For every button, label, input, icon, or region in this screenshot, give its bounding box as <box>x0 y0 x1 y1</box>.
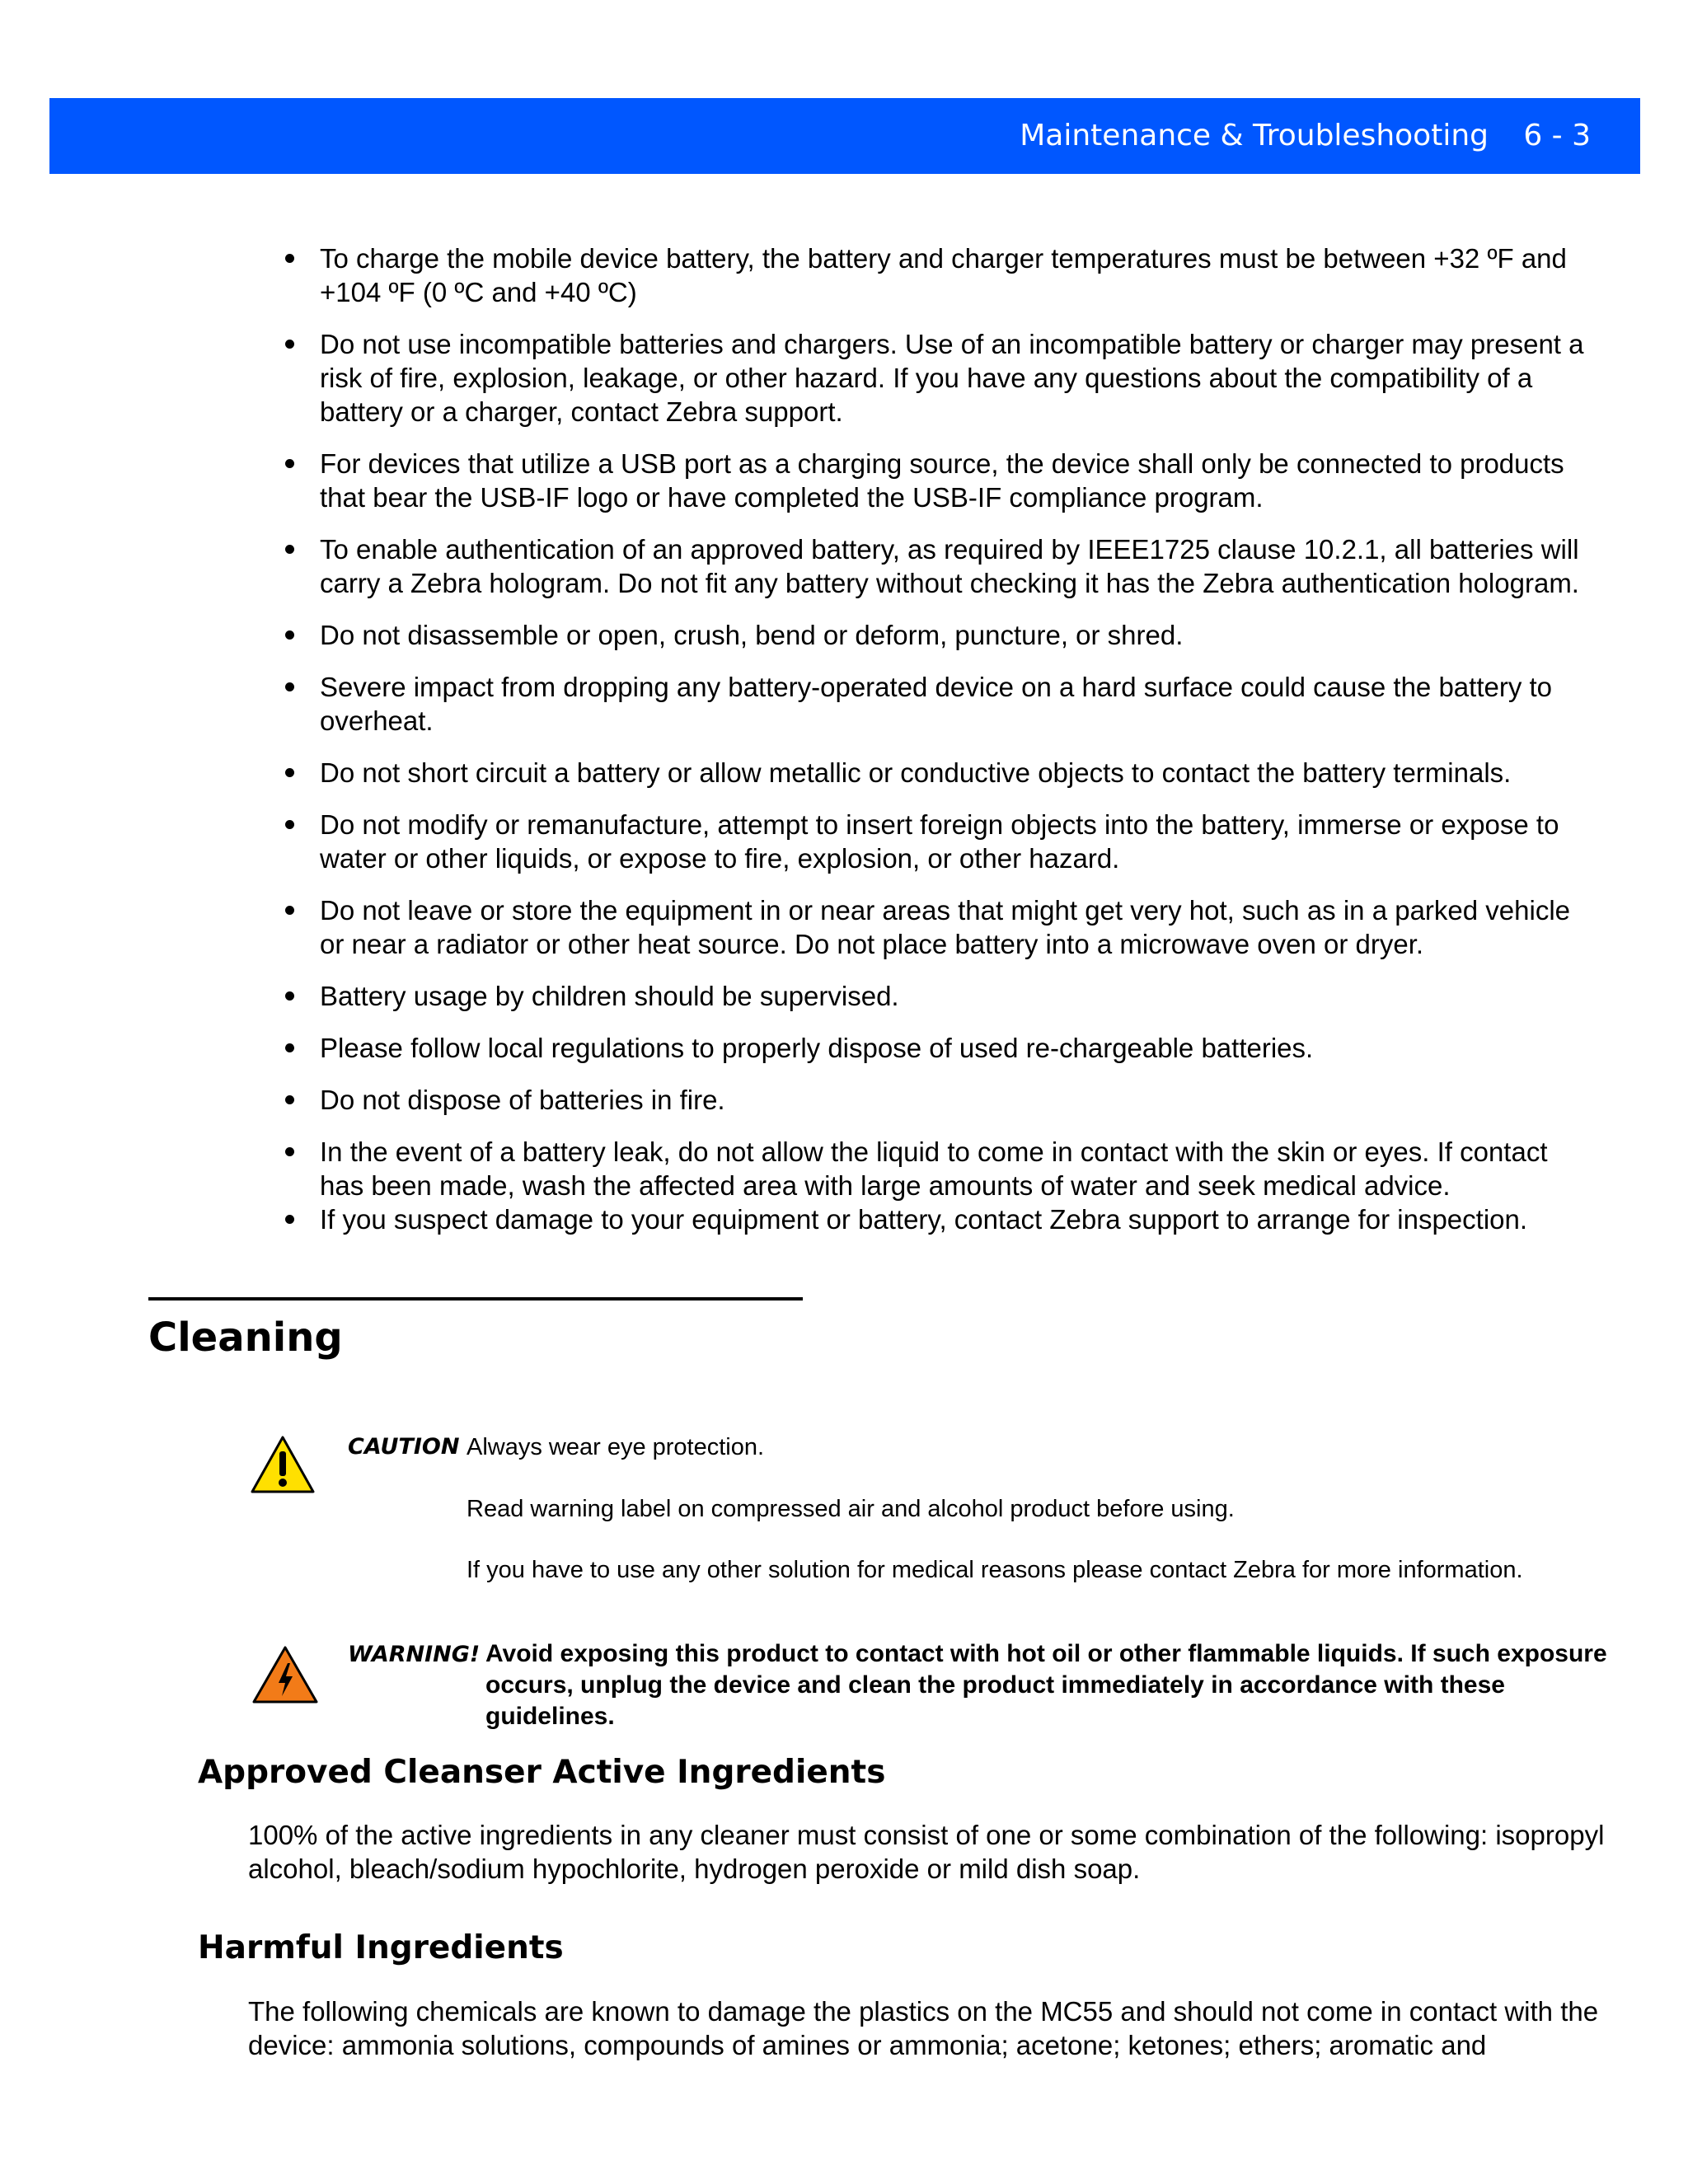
subheading-harmful-ingredients: Harmful Ingredients <box>198 1929 564 1966</box>
list-item: Do not disassemble or open, crush, bend or deform, puncture, or shred. <box>320 618 1597 652</box>
section-divider <box>148 1297 803 1301</box>
caution-text: If you have to use any other solution for medical reasons please contact Zebra for more information. <box>467 1557 1523 1583</box>
list-item: Please follow local regulations to properly dispose of used re-chargeable batteries. <box>320 1031 1597 1065</box>
list-item: Do not dispose of batteries in fire. <box>320 1083 1597 1117</box>
list-item: In the event of a battery leak, do not allow the liquid to come in contact with the skin or eyes. If contact has been made, wash the affected area with large amounts of water and seek medical advice. <box>320 1135 1597 1202</box>
list-item: Battery usage by children should be supervised. <box>320 979 1597 1013</box>
electrical-hazard-icon <box>251 1645 319 1704</box>
approved-cleanser-text: 100% of the active ingredients in any cleaner must consist of one or some combination of the following: isopropyl alcohol, bleach/sodium hypochlorite, hydrogen peroxide or mild dish soap. <box>248 1820 1605 1884</box>
header-title: Maintenance & Troubleshooting <box>1020 119 1489 152</box>
list-item: Do not use incompatible batteries and chargers. Use of an incompatible battery or charger may present a risk of fire, explosion, leakage, or other hazard. If you have any questions about the compatibility of a battery or a charger, contact Zebra support. <box>320 327 1597 429</box>
caution-text: Always wear eye protection. <box>467 1434 765 1460</box>
list-item: Do not leave or store the equipment in or near areas that might get very hot, such as in a parked vehicle or near a radiator or other heat source. Do not place battery into a microwave oven or dryer. <box>320 893 1597 961</box>
list-item: For devices that utilize a USB port as a charging source, the device shall only be connected to products that bear the USB-IF logo or have completed the USB-IF compliance program. <box>320 447 1597 514</box>
list-item: Severe impact from dropping any battery-operated device on a hard surface could cause the battery to overheat. <box>320 670 1597 738</box>
list-item: Do not short circuit a battery or allow metallic or conductive objects to contact the battery terminals. <box>320 756 1597 790</box>
list-item: To charge the mobile device battery, the battery and charger temperatures must be between +32 ºF and +104 ºF (0 ºC and +40 ºC) <box>320 241 1597 309</box>
list-item: If you suspect damage to your equipment or battery, contact Zebra support to arrange for inspection. <box>320 1202 1597 1236</box>
caution-icon <box>250 1435 316 1494</box>
harmful-ingredients-text: The following chemicals are known to damage the plastics on the MC55 and should not come in contact with the device: ammonia solutions, compounds of amines or ammonia; acetone; ketones; ethers; aromatic and <box>248 1996 1599 2060</box>
subheading-approved-cleanser: Approved Cleanser Active Ingredients <box>198 1754 886 1791</box>
page-header <box>49 98 1640 174</box>
warning-label: WARNING! <box>348 1642 481 1667</box>
section-heading-cleaning: Cleaning <box>148 1315 343 1361</box>
list-item: To enable authentication of an approved battery, as required by IEEE1725 clause 10.2.1, all batteries will carry a Zebra hologram. Do not fit any battery without checking it has the Zebra authentication hologram. <box>320 532 1597 600</box>
warning-text: Avoid exposing this product to contact with hot oil or other flammable liquids. If such exposure occurs, unplug the device and clean the product immediately in accordance with these guidelines. <box>485 1640 1607 1730</box>
caution-text: Read warning label on compressed air and alcohol product before using. <box>467 1496 1235 1522</box>
caution-label: CAUTION <box>348 1434 460 1460</box>
list-item: Do not modify or remanufacture, attempt to insert foreign objects into the battery, immerse or expose to water or other liquids, or expose to fire, explosion, or other hazard. <box>320 808 1597 875</box>
page-number: 6 - 3 <box>1523 119 1591 152</box>
battery-safety-list <box>320 241 1597 1254</box>
